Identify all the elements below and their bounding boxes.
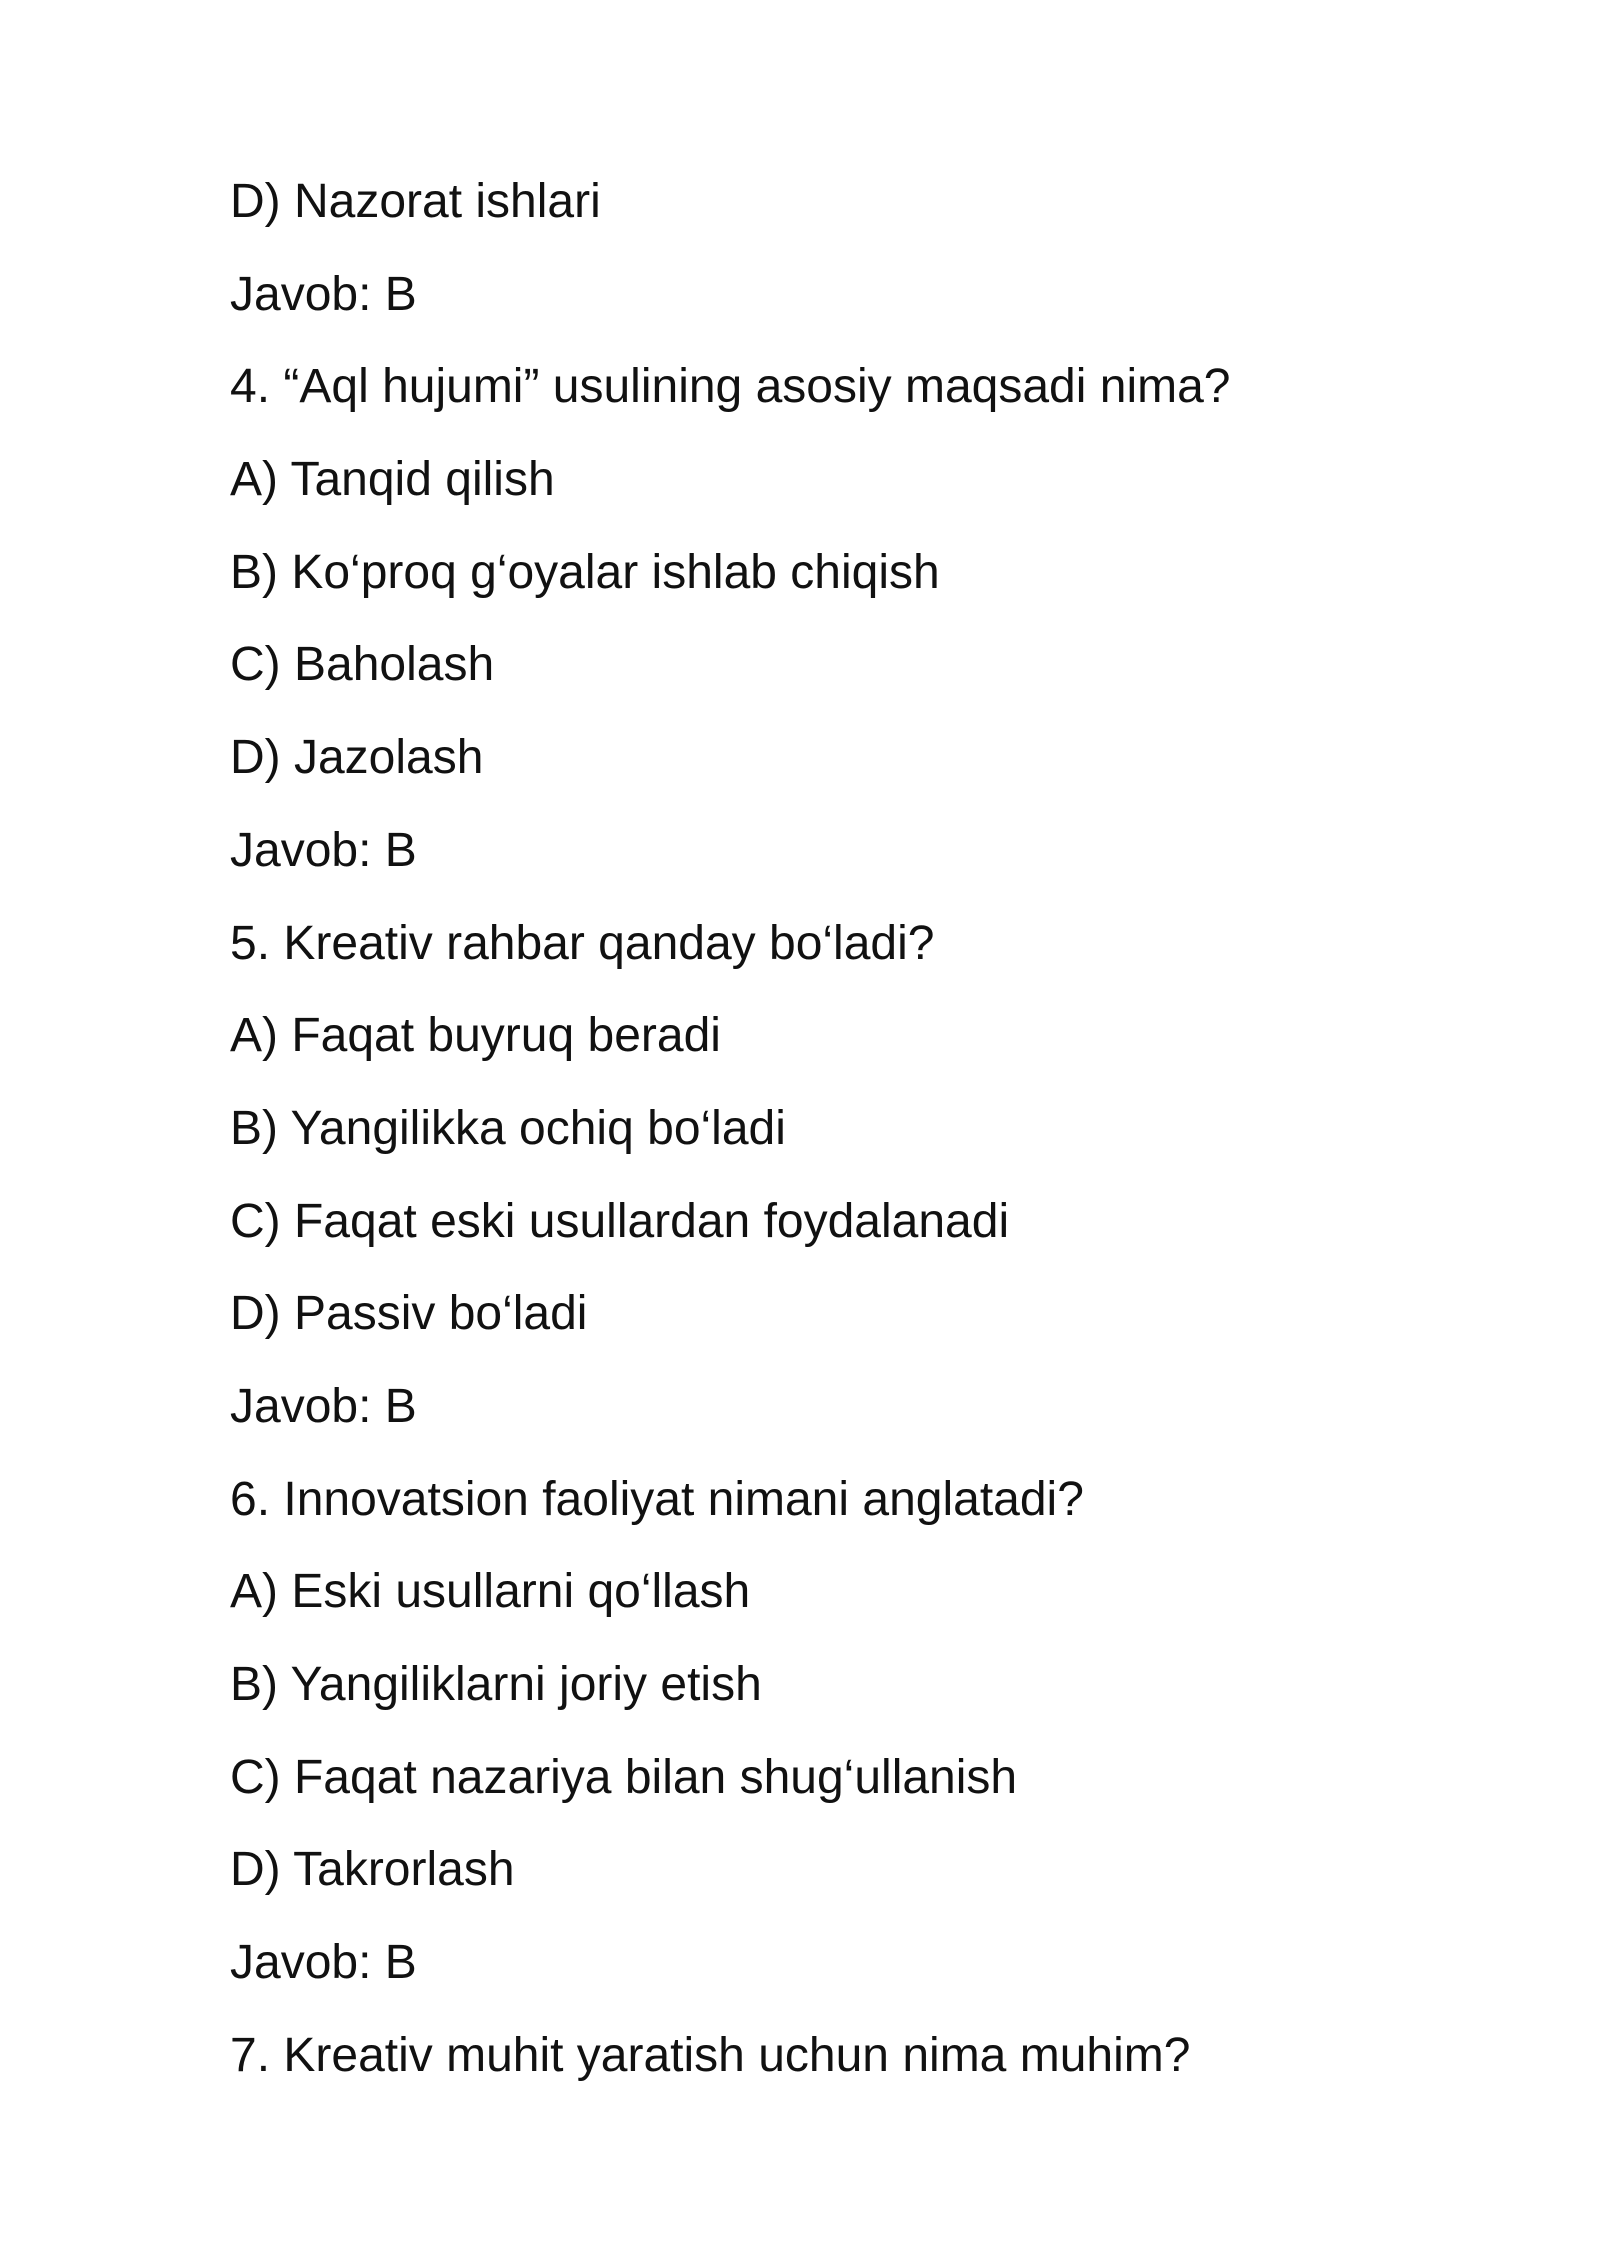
question-6-option-b: B) Yangiliklarni joriy etish [230, 1658, 762, 1711]
question-4-answer: Javob: B [230, 823, 417, 877]
quiz-text-body [230, 156, 1430, 2102]
question-4-option-d: D) Jazolash [230, 731, 484, 785]
question-6-option-a: A) Eski usullarni qo‘llash [230, 1565, 751, 1619]
question-7: 7. Kreativ muhit yaratish uchun nima muhim? [230, 2028, 1191, 2082]
question-4-option-a: A) Tanqid qilish [230, 453, 555, 507]
question-6-answer: Javob: B [230, 1936, 417, 1990]
question-5-option-c: C) Faqat eski usullardan foydalanadi [230, 1194, 1010, 1248]
answer-line: Javob: B [230, 267, 417, 321]
question-4: 4. “Aql hujumi” usulining asosiy maqsadi nima? [230, 360, 1231, 414]
question-5-option-b: B) Yangilikka ochiq bo‘ladi [230, 1101, 786, 1155]
question-6: 6. Innovatsion faoliyat nimani anglatadi? [230, 1472, 1084, 1526]
question-5-option-d: D) Passiv bo‘ladi [230, 1287, 588, 1341]
question-4-option-c: C) Baholash [230, 638, 495, 692]
question-5-option-a: A) Faqat buyruq beradi [230, 1009, 721, 1063]
question-6-option-d: D) Takrorlash [230, 1843, 515, 1897]
question-6-option-c: C) Faqat nazariya bilan shug‘ullanish [230, 1750, 1018, 1804]
question-4-option-b: B) Ko‘proq g‘oyalar ishlab chiqish [230, 545, 940, 599]
question-5-answer: Javob: B [230, 1379, 417, 1433]
option-d-nazorat-ishlari: D) Nazorat ishlari [230, 175, 601, 228]
question-5: 5. Kreativ rahbar qanday bo‘ladi? [230, 916, 935, 970]
